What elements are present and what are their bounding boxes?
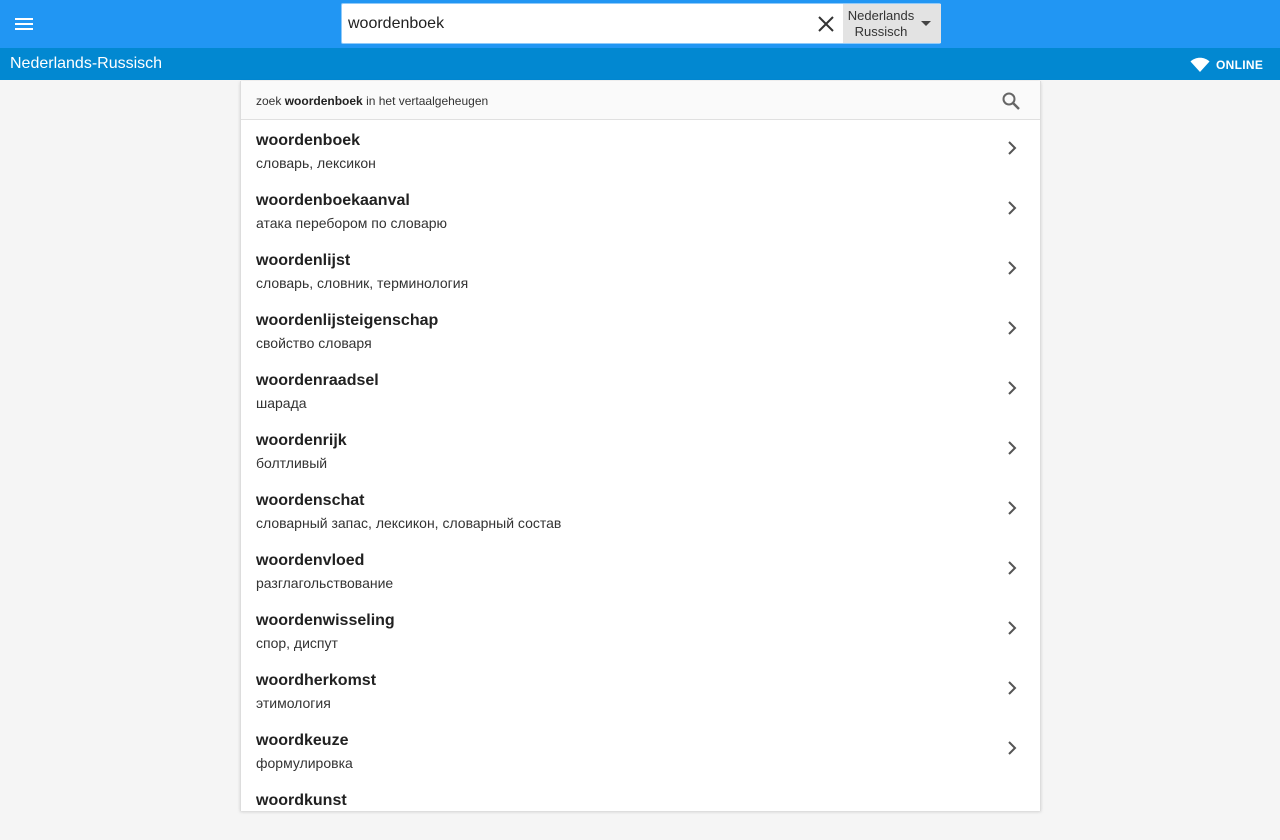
result-item[interactable] <box>241 420 1040 480</box>
online-status[interactable] <box>1190 56 1263 74</box>
result-translation: формулировка <box>256 755 353 771</box>
result-item[interactable] <box>241 540 1040 600</box>
memory-term: woordenboek <box>284 94 363 108</box>
search-input[interactable] <box>348 10 808 38</box>
results-list <box>241 120 1040 840</box>
result-word: woordenboekaanval <box>256 192 410 209</box>
result-translation: атака перебором по словарю <box>256 215 448 231</box>
result-word: woordenboek <box>256 132 361 149</box>
result-word: woordenlijst <box>256 252 351 269</box>
result-item[interactable] <box>241 600 1040 660</box>
result-item[interactable] <box>241 480 1040 540</box>
result-word: woordkeuze <box>256 732 349 749</box>
result-word: woordkunst <box>256 792 347 809</box>
online-label: ONLINE <box>1216 58 1264 72</box>
result-item[interactable] <box>241 660 1040 720</box>
language-to: Russisch <box>854 24 908 39</box>
result-item[interactable] <box>241 120 1040 180</box>
memory-prefix: zoek <box>256 94 282 108</box>
result-word: woordenraadsel <box>256 372 379 389</box>
chevron-right-icon <box>1004 560 1020 576</box>
menu-icon-bar <box>15 18 33 20</box>
result-translation: свойство словаря <box>256 335 372 351</box>
close-icon <box>814 12 838 36</box>
menu-icon-bar <box>15 23 33 25</box>
result-translation: спор, диспут <box>256 635 338 651</box>
results-panel <box>240 81 1041 811</box>
result-word: woordenlijsteigenschap <box>256 312 439 329</box>
result-translation: разглагольствование <box>256 575 394 591</box>
chevron-right-icon <box>1004 380 1020 396</box>
result-translation: словарь, словник, терминология <box>256 275 469 291</box>
chevron-right-icon <box>1004 440 1020 456</box>
result-item[interactable] <box>241 780 1040 840</box>
result-word: woordenrijk <box>256 432 347 449</box>
result-translation: болтливый <box>256 455 328 471</box>
translation-memory-search[interactable] <box>241 81 1040 120</box>
result-translation: этимология <box>256 695 331 711</box>
result-translation: словарь, лексикон <box>256 155 376 171</box>
chevron-right-icon <box>1004 620 1020 636</box>
search-icon[interactable] <box>1001 91 1021 111</box>
result-word: woordenvloed <box>256 552 365 569</box>
menu-button[interactable] <box>12 12 36 36</box>
search-box <box>341 3 941 44</box>
chevron-right-icon <box>1004 320 1020 336</box>
result-word: woordherkomst <box>256 672 377 689</box>
result-item[interactable] <box>241 360 1040 420</box>
top-app-bar <box>0 0 1280 48</box>
chevron-right-icon <box>1004 200 1020 216</box>
result-word: woordenwisseling <box>256 612 395 629</box>
result-item[interactable] <box>241 240 1040 300</box>
chevron-right-icon <box>1004 260 1020 276</box>
dictionary-title: Nederlands-Russisch <box>10 55 163 72</box>
result-item[interactable] <box>241 300 1040 360</box>
language-from: Nederlands <box>847 8 915 23</box>
chevron-right-icon <box>1004 500 1020 516</box>
language-select[interactable] <box>843 4 941 43</box>
result-translation: словарный запас, лексикон, словарный состав <box>256 515 562 531</box>
result-word: woordenschat <box>256 492 365 509</box>
memory-suffix: in het vertaalgeheugen <box>366 94 489 108</box>
result-item[interactable] <box>241 720 1040 780</box>
dictionary-bar <box>0 48 1280 80</box>
result-translation: шарада <box>256 395 307 411</box>
clear-search-button[interactable] <box>814 12 838 36</box>
arrow-drop-down-icon <box>921 21 931 26</box>
chevron-right-icon <box>1004 140 1020 156</box>
wifi-icon <box>1190 57 1210 73</box>
menu-icon-bar <box>15 28 33 30</box>
translation-memory-text <box>256 94 488 108</box>
chevron-right-icon <box>1004 680 1020 696</box>
result-item[interactable] <box>241 180 1040 240</box>
chevron-right-icon <box>1004 740 1020 756</box>
